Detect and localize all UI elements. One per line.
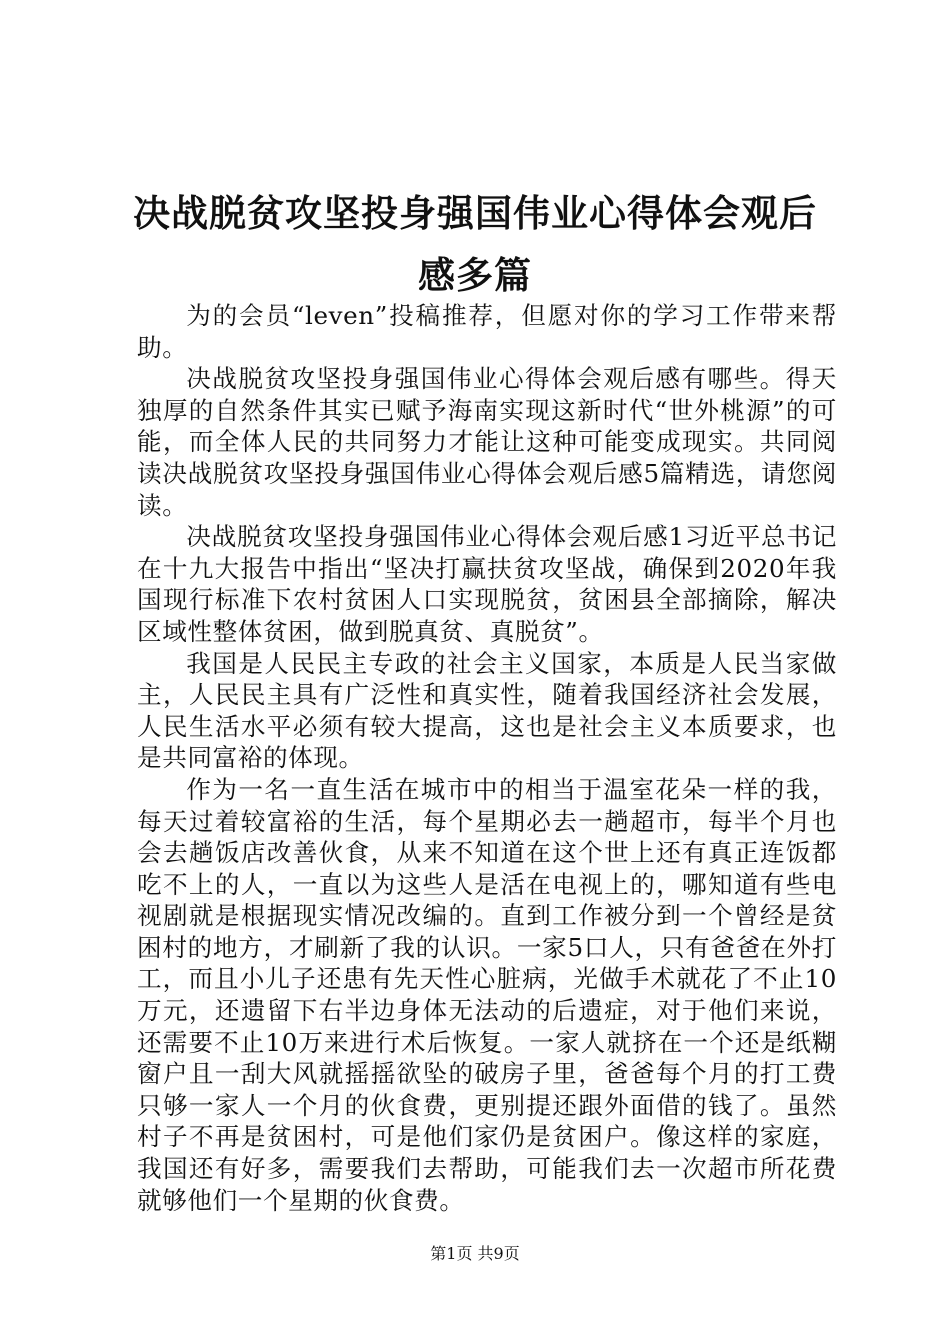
paragraph-essay-1-opening: 决战脱贫攻坚投身强国伟业心得体会观后感1习近平总书记在十九大报告中指出“坚决打赢扶贫攻坚战，确保到2020年我国现行标准下农村贫困人口实现脱贫，贫困县全部摘除，解决区域性整体贫困，做到脱真贫、真脱贫”。	[137, 522, 837, 646]
paragraph-summary: 决战脱贫攻坚投身强国伟业心得体会观后感有哪些。得天独厚的自然条件其实已赋予海南实现这新时代“世外桃源”的可能，而全体人民的共同努力才能让这种可能变成现实。共同阅读决战脱贫攻坚投身强国伟业心得体会观后感5篇精选，请您阅读。	[137, 364, 837, 520]
paragraph-intro: 为的会员“leven”投稿推荐，但愿对你的学习工作带来帮助。	[137, 301, 837, 362]
paragraph-socialism: 我国是人民民主专政的社会主义国家，本质是人民当家做主，人民民主具有广泛性和真实性，随着我国经济社会发展，人民生活水平必须有较大提高，这也是社会主义本质要求，也是共同富裕的体现。	[137, 648, 837, 773]
page-number-footer: 第1页 共9页	[430, 1244, 520, 1263]
paragraph-personal-story: 作为一名一直生活在城市中的相当于温室花朵一样的我，每天过着较富裕的生活，每个星期必去一趟超市，每半个月也会去趟饭店改善伙食，从来不知道在这个世上还有真正连饭都吃不上的人，一直以为这些人是活在电视上的，哪知道有些电视剧就是根据现实情况改编的。直到工作被分到一个曾经是贫困村的地方，才刷新了我的认识。一家5口人，只有爸爸在外打工，而且小儿子还患有先天性心脏病，光做手术就花了不止10万元，还遗留下右半边身体无法动的后遗症，对于他们来说，还需要不止10万来进行术后恢复。一家人就挤在一个还是纸糊窗户且一刮大风就摇摇欲坠的破房子里，爸爸每个月的打工费只够一家人一个月的伙食费，更别提还跟外面借的钱了。虽然村子不再是贫困村，可是他们家仍是贫困户。像这样的家庭，我国还有好多，需要我们去帮助，可能我们去一次超市所花费就够他们一个星期的伙食费。	[137, 774, 837, 1215]
document-title: 决战脱贫攻坚投身强国伟业心得体会观后感多篇	[133, 191, 817, 297]
document-body	[137, 300, 837, 1216]
